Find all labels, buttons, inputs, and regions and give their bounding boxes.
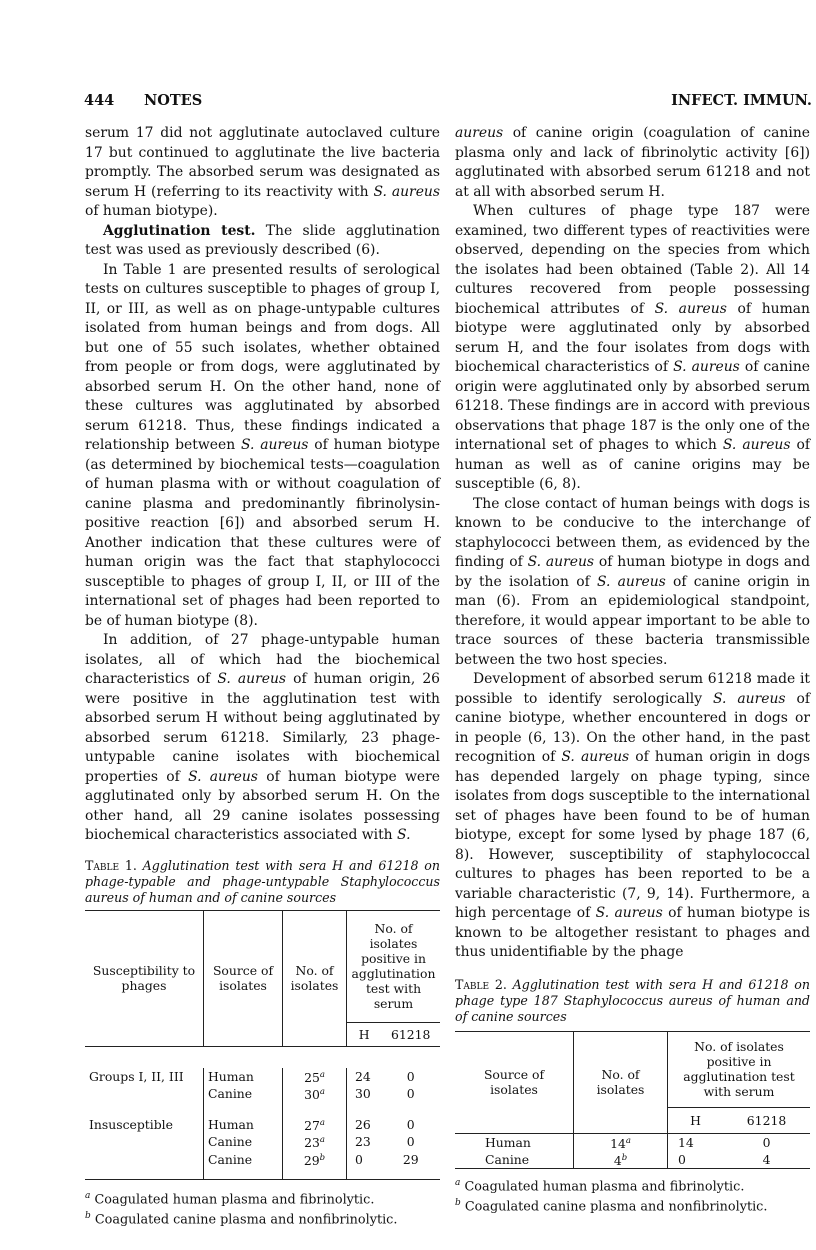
column-header: No. of isolates positive in agglutination test with serum: [668, 1031, 811, 1107]
table-row: Canine 30$^a$ 30 0: [85, 1085, 440, 1102]
column-header: Source of isolates: [455, 1031, 574, 1133]
table-row: Canine 4$^b$ 0 4: [455, 1151, 810, 1169]
footnote: $^a$ Coagulated human plasma and fibrinolytic.: [455, 1177, 745, 1195]
table-1-caption: Table 1. Agglutination test with sera H and 61218 on phage-typable and phage-untypable Staphylococcus aureus of human and of canine sources: [85, 857, 440, 905]
table-1-grid: [85, 910, 440, 1181]
column-header: Source of isolates: [204, 910, 283, 1046]
table-row: Canine 29$^b$ 0 29: [85, 1151, 440, 1168]
table-2-caption: Table 2. Agglutination test with sera H and 61218 on phage type 187 Staphylococcus aureus of human and of canine sources: [455, 976, 810, 1024]
table-2: [455, 977, 810, 1216]
page-header: [84, 92, 812, 116]
table-row: Insusceptible Human 27$^a$ 26 0: [85, 1116, 440, 1133]
column-header: 61218: [381, 1022, 440, 1046]
column-header: H: [668, 1107, 724, 1133]
column-header: No. of isolates: [283, 910, 347, 1046]
column-header: No. of isolates positive in agglutination test with serum: [347, 910, 441, 1022]
column-header: 61218: [723, 1107, 810, 1133]
table-1: [85, 858, 440, 1229]
paragraph: Agglutination test. The slide agglutination test was used as previously described (6).: [85, 222, 440, 258]
footnote: $^b$ Coagulated canine plasma and nonfibrinolytic.: [455, 1198, 768, 1215]
column-header: Susceptibility to phages: [85, 910, 204, 1046]
page-number: 444: [84, 92, 115, 109]
paragraph: Development of absorbed serum 61218 made it possible to identify serologically S. aureus of canine biotype, whether encountered in dogs or in people (6, 13). On the other hand, in the past recognition of S. aureus of human origin in dogs has depended largely on phage typing, since isolates from dogs susceptible to the international set of phages have been found to be of human biotype, except for some lysed by phage 187 (6, 8). However, susceptibility of staphylococcal cultures to phages has been reported to be a variable characteristic (7, 9, 14). Furthermore, a high percentage of S. aureus of human biotype is known to be altogether resistant to phages and thus unidentifiable by the phage: [455, 671, 811, 960]
paragraph: The close contact of human beings with dogs is known to be conducive to the interchange of staphylococci between them, as evidenced by the finding of S. aureus of human biotype in dogs and by the isolation of S. aureus of canine origin in man (6). From an epidemiological standpoint, therefore, it would appear important to be able to trace sources of these bacteria transmissible between the two host species.: [455, 495, 811, 668]
paragraph: aureus of canine origin (coagulation of canine plasma only and lack of fibrinolytic activity [6]) agglutinated with absorbed serum 61218 and not at all with absorbed serum H.: [455, 125, 810, 200]
footnote: $^a$ Coagulated human plasma and fibrinolytic.: [85, 1191, 375, 1208]
footnote: $^b$ Coagulated canine plasma and nonfibrinolytic.: [85, 1211, 398, 1228]
column-header: H: [347, 1022, 382, 1046]
journal-name: INFECT. IMMUN.: [671, 92, 812, 109]
section-heading: Agglutination test.: [103, 222, 256, 239]
table-2-grid: [455, 1031, 810, 1169]
left-column: [85, 124, 440, 1229]
table-row: Groups I, II, III Human 25$^a$ 24 0: [85, 1068, 440, 1085]
paragraph: When cultures of phage type 187 were examined, two different types of reactivities were observed, depending on the species from which the isolates had been obtained (Table 2). All 14 cultures recovered from people possessing biochemical attributes of S. aureus of human biotype were agglutinated only by absorbed serum H, and the four isolates from dogs with biochemical characteristics of S. aureus of canine origin were agglutinated only by absorbed serum 61218. These findings are in accord with previous observations that phage 187 is the only one of the international set of phages to which S. aureus of human as well as of canine origins may be susceptible (6, 8).: [455, 203, 811, 492]
running-head: NOTES: [144, 92, 203, 109]
paragraph: In addition, of 27 phage-untypable human isolates, all of which had the biochemical characteristics of S. aureus of human origin, 26 were positive in the agglutination test with absorbed serum H without being agglutinated by absorbed serum 61218. Similarly, 23 phage-untypable canine isolates with biochemical properties of S. aureus of human biotype were agglutinated only by absorbed serum H. On the other hand, all 29 canine isolates possessing biochemical characteristics associated with S.: [85, 632, 441, 843]
column-header: No. of isolates: [574, 1031, 668, 1133]
paragraph: In Table 1 are presented results of serological tests on cultures susceptible to phages of group I, II, or III, as well as on phage-untypable cultures isolated from human beings and from dogs. All but one of 55 such isolates, whether obtained from people or from dogs, were agglutinated by absorbed serum H. On the other hand, none of these cultures was agglutinated by absorbed serum 61218. Thus, these findings indicated a relationship between S. aureus of human biotype (as determined by biochemical tests—coagulation of human plasma with or without coagulation of canine plasma and predominantly fibrinolysin-positive reaction [6]) and absorbed serum H. Another indication that these cultures were of human origin was the fact that staphylococci susceptible to phages of group I, II, or III of the international set of phages had been reported to be of human biotype (8).: [85, 261, 440, 629]
right-column: [455, 124, 810, 1215]
table-row: Canine 23$^a$ 23 0: [85, 1133, 440, 1150]
table-row: Human 14$^a$ 14 0: [455, 1133, 810, 1151]
paragraph: serum 17 did not agglutinate autoclaved culture 17 but continued to agglutinate the live bacteria promptly. The absorbed serum was designated as serum H (referring to its reactivity with S. aureus of human biotype).: [85, 125, 440, 219]
